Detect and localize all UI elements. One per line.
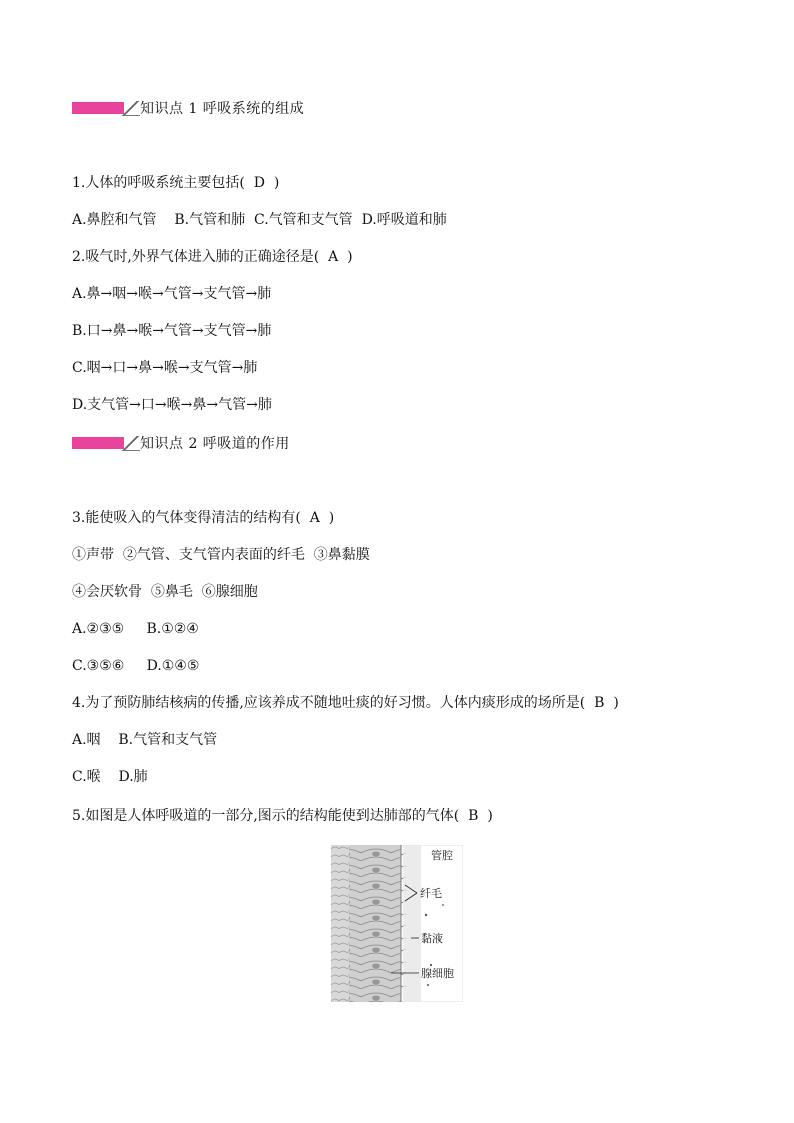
question-2-option-c: C.咽→口→鼻→喉→支气管→肺 (72, 360, 258, 376)
question-2: 2.吸气时,外界气体进入肺的正确途径是( A ) (72, 249, 353, 265)
question-3-options-ab: A.②③⑤ B.①②④ (72, 621, 199, 637)
question-1-options: A.鼻腔和气管 B.气管和肺 C.气管和支气管 D.呼吸道和肺 (72, 212, 447, 228)
question-2-option-a: A.鼻→咽→喉→气管→支气管→肺 (72, 286, 272, 302)
section-title: 知识点 1 呼吸系统的组成 (140, 101, 305, 117)
label-mucus: 黏液 (421, 932, 443, 945)
question-5: 5.如图是人体呼吸道的一部分,图示的结构能使到达肺部的气体( B ) (72, 808, 493, 824)
section-title: 知识点 2 呼吸道的作用 (140, 436, 290, 452)
section-header-1 (72, 98, 304, 118)
section-tag-icon (72, 101, 138, 115)
question-4-options-ab: A.咽 B.气管和支气管 (72, 732, 218, 748)
question-3-options-cd: C.③⑤⑥ D.①④⑤ (72, 658, 200, 674)
question-1: 1.人体的呼吸系统主要包括( D ) (72, 175, 280, 191)
question-3-items-1: ①声带 ②气管、支气管内表面的纤毛 ③鼻黏膜 (72, 547, 370, 563)
label-gland-cell: 腺细胞 (421, 967, 454, 980)
airway-illustration (331, 845, 463, 1002)
label-cilia: 纤毛 (420, 887, 442, 900)
question-4-options-cd: C.喉 D.肺 (72, 769, 148, 785)
question-3-items-2: ④会厌软骨 ⑤鼻毛 ⑥腺细胞 (72, 584, 258, 600)
section-header-2 (72, 433, 290, 453)
question-3: 3.能使吸入的气体变得清洁的结构有( A ) (72, 510, 335, 526)
question-4: 4.为了预防肺结核病的传播,应该养成不随地吐痰的好习惯。人体内痰形成的场所是( B ) (72, 695, 619, 711)
label-lumen: 管腔 (431, 849, 453, 862)
question-2-option-d: D.支气管→口→喉→鼻→气管→肺 (72, 397, 272, 413)
airway-figure (331, 845, 463, 1002)
question-2-option-b: B.口→鼻→喉→气管→支气管→肺 (72, 323, 272, 339)
section-tag-icon (72, 436, 138, 450)
